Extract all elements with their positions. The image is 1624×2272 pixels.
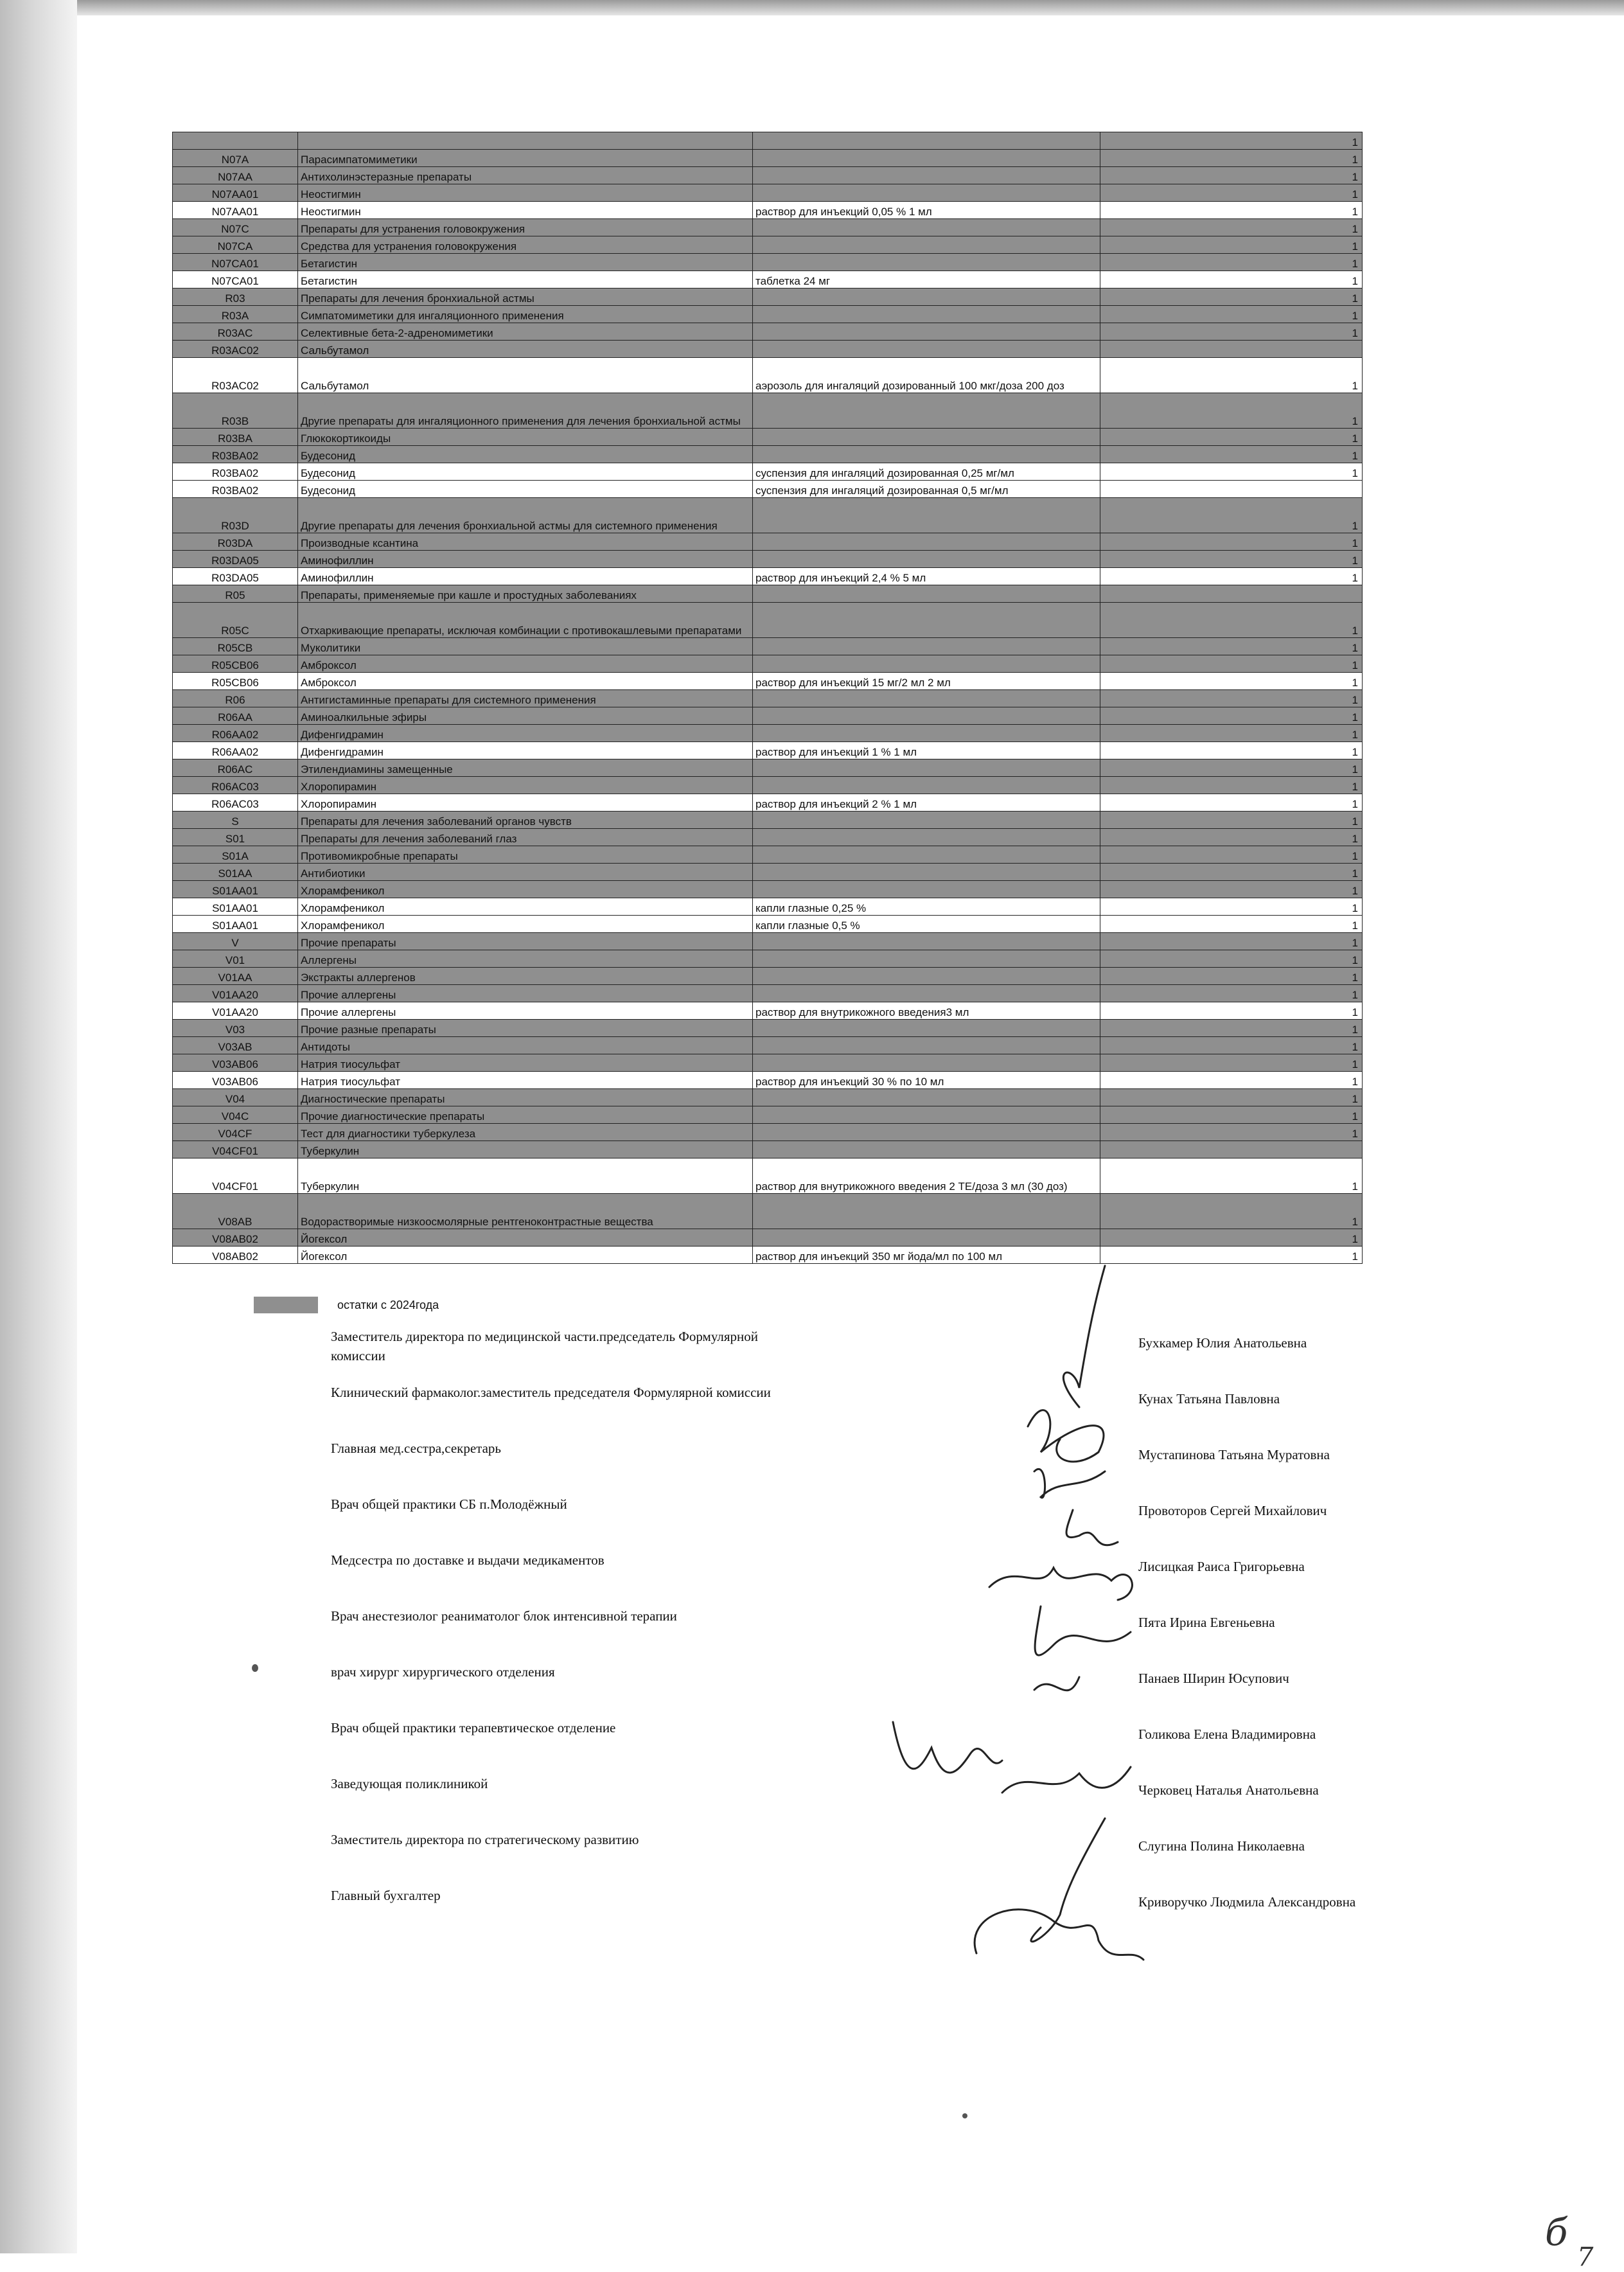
atc-code-cell: N07A (173, 150, 298, 167)
quantity-cell: 1 (1100, 707, 1363, 725)
drug-name-cell: Туберкулин (298, 1158, 753, 1194)
drug-name-cell: Хлоропирамин (298, 794, 753, 812)
atc-code-cell: V04CF01 (173, 1141, 298, 1158)
quantity-cell: 1 (1100, 393, 1363, 429)
atc-code-cell: V03AB06 (173, 1054, 298, 1072)
drug-name-cell: Йогексол (298, 1229, 753, 1247)
quantity-cell: 1 (1100, 655, 1363, 673)
dosage-form-cell: таблетка 24 мг (753, 271, 1100, 288)
drug-name-cell: Будесонид (298, 446, 753, 463)
atc-code-cell: N07CA01 (173, 271, 298, 288)
signatory-name: Криворучко Людмила Александровна (1138, 1894, 1356, 1910)
quantity-cell: 1 (1100, 271, 1363, 288)
quantity-cell: 1 (1100, 1106, 1363, 1124)
atc-code-cell: V08AB02 (173, 1229, 298, 1247)
drug-name-cell: Будесонид (298, 463, 753, 481)
quantity-cell: 1 (1100, 950, 1363, 968)
atc-code-cell: R06AA02 (173, 725, 298, 742)
quantity-cell: 1 (1100, 323, 1363, 341)
atc-code-cell: S01AA (173, 864, 298, 881)
quantity-cell: 1 (1100, 759, 1363, 777)
atc-code-cell: S01 (173, 829, 298, 846)
drug-name-cell: Этилендиамины замещенные (298, 759, 753, 777)
quantity-cell: 1 (1100, 603, 1363, 638)
atc-code-cell: N07CA (173, 236, 298, 254)
signatory-role: Клинический фармаколог.заместитель председателя Формулярной комиссии (331, 1385, 771, 1400)
drug-name-cell: Бетагистин (298, 271, 753, 288)
signatory-name: Лисицкая Раиса Григорьевна (1138, 1559, 1305, 1574)
atc-code-cell: R03AC02 (173, 341, 298, 358)
drug-name-cell: Аллергены (298, 950, 753, 968)
dosage-form-cell: раствор для внутрикожного введения3 мл (753, 1002, 1100, 1020)
quantity-cell: 1 (1100, 864, 1363, 881)
drug-name-cell: Неостигмин (298, 202, 753, 219)
quantity-cell: 1 (1100, 1020, 1363, 1037)
atc-code-cell: R06AC (173, 759, 298, 777)
atc-code-cell: R03DA05 (173, 551, 298, 568)
quantity-cell: 1 (1100, 1124, 1363, 1141)
quantity-cell: 1 (1100, 184, 1363, 202)
atc-code-cell: R03BA (173, 429, 298, 446)
drug-name-cell: Водорастворимые низкоосмолярные рентгеноконтрастные вещества (298, 1194, 753, 1229)
quantity-cell: 1 (1100, 1089, 1363, 1106)
quantity-cell: 1 (1100, 568, 1363, 585)
signatory-role: Заместитель директора по медицинской части.председатель Формулярной комиссии (331, 1329, 759, 1363)
quantity-cell: 1 (1100, 1072, 1363, 1089)
drug-name-cell: Препараты для лечения заболеваний глаз (298, 829, 753, 846)
drug-name-cell: Прочие аллергены (298, 1002, 753, 1020)
dosage-form-cell: раствор для внутрикожного введения 2 ТЕ/доза 3 мл (30 доз) (753, 1158, 1100, 1194)
atc-code-cell: S (173, 812, 298, 829)
quantity-cell: 1 (1100, 150, 1363, 167)
drug-name-cell: Натрия тиосульфат (298, 1072, 753, 1089)
quantity-cell: 1 (1100, 794, 1363, 812)
quantity-cell: 1 (1100, 446, 1363, 463)
dosage-form-cell: раствор для инъекций 1 % 1 мл (753, 742, 1100, 759)
atc-code-cell: V03 (173, 1020, 298, 1037)
handwritten-page-number-secondary: 7 (1577, 2242, 1594, 2272)
drug-name-cell: Туберкулин (298, 1141, 753, 1158)
quantity-cell: 1 (1100, 898, 1363, 916)
drug-name-cell: Хлорамфеникол (298, 898, 753, 916)
quantity-cell: 1 (1100, 673, 1363, 690)
atc-code-cell: N07AA (173, 167, 298, 184)
atc-code-cell: R03BA02 (173, 446, 298, 463)
dosage-form-cell: раствор для инъекций 2,4 % 5 мл (753, 568, 1100, 585)
quantity-cell: 1 (1100, 358, 1363, 393)
drug-name-cell: Препараты, применяемые при кашле и простудных заболеваниях (298, 585, 753, 603)
drug-name-cell: Экстракты аллергенов (298, 968, 753, 985)
drug-name-cell: Препараты для лечения заболеваний органов чувств (298, 812, 753, 829)
drug-name-cell: Симпатомиметики для ингаляционного применения (298, 306, 753, 323)
atc-code-cell: R03B (173, 393, 298, 429)
drug-name-cell: Амброксол (298, 673, 753, 690)
quantity-cell: 1 (1100, 968, 1363, 985)
drug-name-cell: Аминофиллин (298, 551, 753, 568)
quantity-cell: 1 (1100, 725, 1363, 742)
drug-name-cell: Антидоты (298, 1037, 753, 1054)
dosage-form-cell: суспензия для ингаляций дозированная 0,25 мг/мл (753, 463, 1100, 481)
dosage-form-cell: раствор для инъекций 350 мг йода/мл по 100 мл (753, 1247, 1100, 1264)
signatory-role: Врач общей практики терапевтическое отделение (331, 1720, 616, 1735)
atc-code-cell: N07C (173, 219, 298, 236)
quantity-cell: 1 (1100, 551, 1363, 568)
drug-name-cell: Аминоалкильные эфиры (298, 707, 753, 725)
dosage-form-cell: раствор для инъекций 30 % по 10 мл (753, 1072, 1100, 1089)
drug-name-cell: Другие препараты для лечения бронхиальной астмы для системного применения (298, 498, 753, 533)
atc-code-cell: R03A (173, 306, 298, 323)
quantity-cell: 1 (1100, 846, 1363, 864)
drug-name-cell: Натрия тиосульфат (298, 1054, 753, 1072)
atc-code-cell: V01AA20 (173, 1002, 298, 1020)
signatory-name: Голикова Елена Владимировна (1138, 1726, 1316, 1742)
atc-code-cell: V08AB02 (173, 1247, 298, 1264)
atc-code-cell: N07AA01 (173, 184, 298, 202)
signatory-name: Бухкамер Юлия Анатольевна (1138, 1335, 1307, 1351)
signatory-name: Пята Ирина Евгеньевна (1138, 1615, 1275, 1630)
atc-code-cell: R06AC03 (173, 777, 298, 794)
quantity-cell: 1 (1100, 202, 1363, 219)
atc-code-cell: R05CB (173, 638, 298, 655)
quantity-cell: 1 (1100, 132, 1363, 150)
dosage-form-cell: капли глазные 0,25 % (753, 898, 1100, 916)
atc-code-cell: R03AC (173, 323, 298, 341)
drug-name-cell: Прочие диагностические препараты (298, 1106, 753, 1124)
signatory-role: Медсестра по доставке и выдачи медикаментов (331, 1552, 605, 1568)
atc-code-cell: V01AA (173, 968, 298, 985)
quantity-cell: 1 (1100, 1002, 1363, 1020)
drug-name-cell: Прочие аллергены (298, 985, 753, 1002)
quantity-cell: 1 (1100, 254, 1363, 271)
drug-name-cell: Отхаркивающие препараты, исключая комбинации с противокашлевыми препаратами (298, 603, 753, 638)
drug-name-cell: Парасимпатомиметики (298, 150, 753, 167)
atc-code-cell: V04CF (173, 1124, 298, 1141)
drug-name-cell: Амброксол (298, 655, 753, 673)
legend-label: остатки с 2024года (337, 1298, 439, 1311)
quantity-cell: 1 (1100, 742, 1363, 759)
dosage-form-cell: аэрозоль для ингаляций дозированный 100 мкг/доза 200 доз (753, 358, 1100, 393)
quantity-cell: 1 (1100, 829, 1363, 846)
quantity-cell: 1 (1100, 219, 1363, 236)
atc-code-cell: R03BA02 (173, 481, 298, 498)
quantity-cell: 1 (1100, 690, 1363, 707)
atc-code-cell: R06AA02 (173, 742, 298, 759)
signatory-role: Врач анестезиолог реаниматолог блок интенсивной терапии (331, 1608, 677, 1624)
handwritten-signatures (887, 1259, 1156, 2011)
atc-code-cell: V04 (173, 1089, 298, 1106)
atc-code-cell: R03BA02 (173, 463, 298, 481)
drug-name-cell: Сальбутамол (298, 358, 753, 393)
quantity-cell: 1 (1100, 429, 1363, 446)
atc-code-cell: R05C (173, 603, 298, 638)
quantity-cell: 1 (1100, 812, 1363, 829)
drug-name-cell: Йогексол (298, 1247, 753, 1264)
drug-name-cell: Антигистаминные препараты для системного применения (298, 690, 753, 707)
signatory-name: Кунах Татьяна Павловна (1138, 1391, 1280, 1407)
atc-code-cell: R03DA (173, 533, 298, 551)
quantity-cell: 1 (1100, 1054, 1363, 1072)
drug-name-cell: Неостигмин (298, 184, 753, 202)
atc-code-cell: S01A (173, 846, 298, 864)
atc-code-cell: V01 (173, 950, 298, 968)
quantity-cell: 1 (1100, 881, 1363, 898)
drug-name-cell: Хлорамфеникол (298, 881, 753, 898)
drug-name-cell: Муколитики (298, 638, 753, 655)
signatory-name: Слугина Полина Николаевна (1138, 1838, 1305, 1854)
atc-code-cell: V04C (173, 1106, 298, 1124)
quantity-cell: 1 (1100, 533, 1363, 551)
atc-code-cell: R06AA (173, 707, 298, 725)
drug-name-cell: Препараты для лечения бронхиальной астмы (298, 288, 753, 306)
atc-code-cell: R05CB06 (173, 673, 298, 690)
atc-code-cell: R06 (173, 690, 298, 707)
atc-code-cell: S01AA01 (173, 898, 298, 916)
drug-name-cell: Будесонид (298, 481, 753, 498)
quantity-cell: 1 (1100, 167, 1363, 184)
atc-code-cell: V03AB06 (173, 1072, 298, 1089)
quantity-cell: 1 (1100, 638, 1363, 655)
quantity-cell: 1 (1100, 463, 1363, 481)
atc-code-cell: V (173, 933, 298, 950)
atc-code-cell: S01AA01 (173, 916, 298, 933)
quantity-cell: 1 (1100, 1037, 1363, 1054)
atc-code-cell: N07CA01 (173, 254, 298, 271)
signatory-role: Главная мед.сестра,секретарь (331, 1441, 502, 1456)
drug-name-cell: Производные ксантина (298, 533, 753, 551)
drug-name-cell: Хлоропирамин (298, 777, 753, 794)
quantity-cell: 1 (1100, 1158, 1363, 1194)
signatory-name: Провоторов Сергей Михайлович (1138, 1503, 1327, 1518)
drug-name-cell: Тест для диагностики туберкулеза (298, 1124, 753, 1141)
drug-name-cell: Прочие препараты (298, 933, 753, 950)
drug-name-cell: Дифенгидрамин (298, 725, 753, 742)
signatory-role: Врач общей практики СБ п.Молодёжный (331, 1496, 567, 1512)
atc-code-cell: V03AB (173, 1037, 298, 1054)
drug-name-cell: Аминофиллин (298, 568, 753, 585)
dosage-form-cell: раствор для инъекций 15 мг/2 мл 2 мл (753, 673, 1100, 690)
atc-code-cell: V01AA20 (173, 985, 298, 1002)
atc-code-cell: R03D (173, 498, 298, 533)
quantity-cell: 1 (1100, 933, 1363, 950)
drug-name-cell: Средства для устранения головокружения (298, 236, 753, 254)
atc-code-cell: R03 (173, 288, 298, 306)
atc-code-cell: R03DA05 (173, 568, 298, 585)
signatory-name: Панаев Ширин Юсупович (1138, 1671, 1289, 1686)
dosage-form-cell: раствор для инъекций 2 % 1 мл (753, 794, 1100, 812)
dosage-form-cell: капли глазные 0,5 % (753, 916, 1100, 933)
quantity-cell: 1 (1100, 777, 1363, 794)
signatory-role: Заместитель директора по стратегическому развитию (331, 1832, 639, 1847)
signatory-role: Заведующая поликлиникой (331, 1776, 488, 1791)
drug-name-cell: Антибиотики (298, 864, 753, 881)
drug-name-cell: Селективные бета-2-адреномиметики (298, 323, 753, 341)
scan-speck (252, 1664, 258, 1672)
atc-code-cell: R03AC02 (173, 358, 298, 393)
quantity-cell: 1 (1100, 1247, 1363, 1264)
drug-name-cell: Диагностические препараты (298, 1089, 753, 1106)
drug-name-cell: Прочие разные препараты (298, 1020, 753, 1037)
quantity-cell: 1 (1100, 1194, 1363, 1229)
drug-name-cell: Бетагистин (298, 254, 753, 271)
drug-name-cell: Глюкокортикоиды (298, 429, 753, 446)
handwritten-page-number: б (1545, 2210, 1568, 2254)
scan-speck (962, 2113, 967, 2118)
quantity-cell: 1 (1100, 985, 1363, 1002)
drug-name-cell: Препараты для устранения головокружения (298, 219, 753, 236)
quantity-cell: 1 (1100, 498, 1363, 533)
drug-name-cell: Антихолинэстеразные препараты (298, 167, 753, 184)
atc-code-cell: N07AA01 (173, 202, 298, 219)
dosage-form-cell: суспензия для ингаляций дозированная 0,5 мг/мл (753, 481, 1100, 498)
atc-code-cell: V04CF01 (173, 1158, 298, 1194)
dosage-form-cell: раствор для инъекций 0,05 % 1 мл (753, 202, 1100, 219)
atc-code-cell: R05CB06 (173, 655, 298, 673)
quantity-cell: 1 (1100, 288, 1363, 306)
atc-code-cell: R06AC03 (173, 794, 298, 812)
drug-name-cell: Хлорамфеникол (298, 916, 753, 933)
quantity-cell: 1 (1100, 1229, 1363, 1247)
quantity-cell: 1 (1100, 306, 1363, 323)
quantity-cell: 1 (1100, 236, 1363, 254)
atc-code-cell: S01AA01 (173, 881, 298, 898)
atc-code-cell: R05 (173, 585, 298, 603)
quantity-cell: 1 (1100, 916, 1363, 933)
signatory-name: Мустапинова Татьяна Муратовна (1138, 1447, 1330, 1462)
drug-name-cell: Противомикробные препараты (298, 846, 753, 864)
drug-name-cell: Другие препараты для ингаляционного применения для лечения бронхиальной астмы (298, 393, 753, 429)
signatory-name: Черковец Наталья Анатольевна (1138, 1782, 1319, 1798)
drug-name-cell: Дифенгидрамин (298, 742, 753, 759)
atc-code-cell: V08AB (173, 1194, 298, 1229)
drug-name-cell: Сальбутамол (298, 341, 753, 358)
signatory-role: Главный бухгалтер (331, 1888, 441, 1903)
signatory-role: врач хирург хирургического отделения (331, 1664, 555, 1680)
